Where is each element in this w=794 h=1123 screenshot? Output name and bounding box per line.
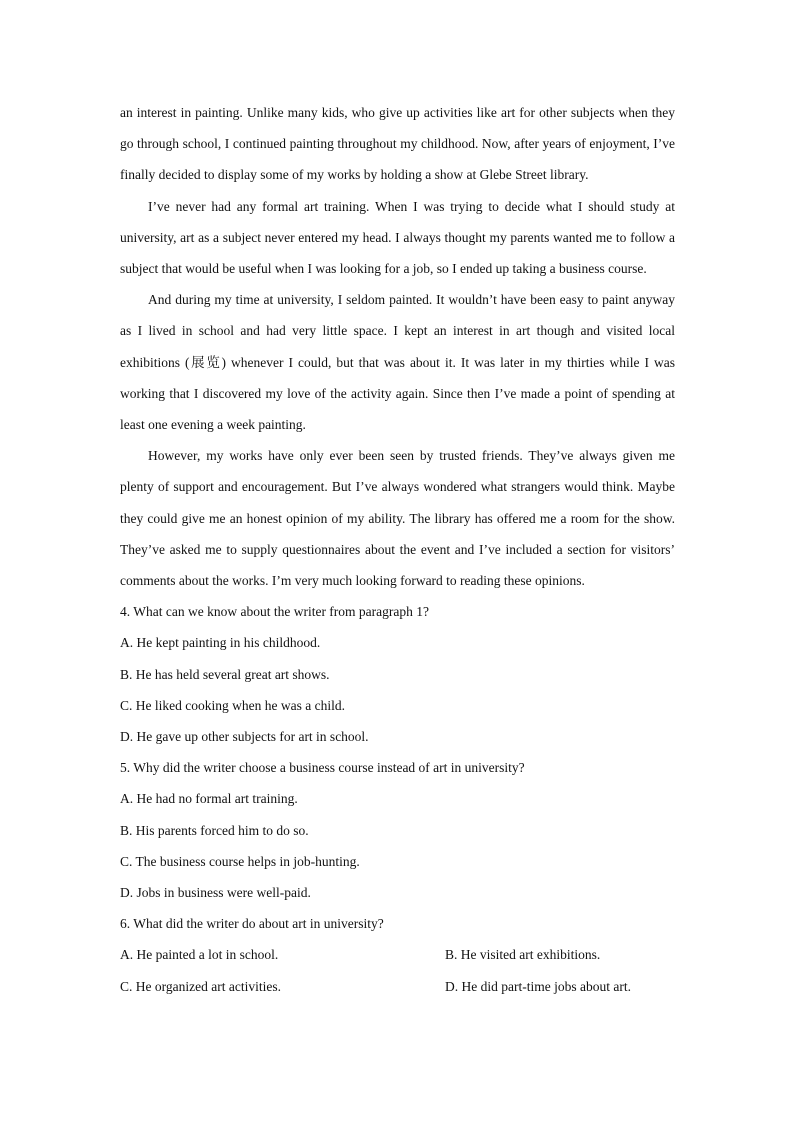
question-stem: 6. What did the writer do about art in university? [120, 916, 384, 932]
option-a: A. He kept painting in his childhood. [120, 635, 321, 651]
question-stem: 5. Why did the writer choose a business course instead of art in university? [120, 760, 525, 776]
option-b: B. He visited art exhibitions. [445, 947, 601, 963]
document-page [120, 97, 675, 1002]
option-c: C. The business course helps in job-hunting. [120, 853, 360, 869]
option-d: D. He did part-time jobs about art. [445, 978, 631, 994]
option-a: A. He had no formal art training. [120, 791, 298, 807]
passage-paragraph-4: However, my works have only ever been seen by trusted friends. They’ve always given me plenty of support and encouragement. But I’ve always wondered what strangers would think. Maybe they could give me an honest opinion of my ability. The library has offered me a room for the show. They’ve asked me to supply questionnaires about the event and I’ve included a section for visitors’ comments about the works. I’m very much looking forward to reading these opinions. [120, 448, 675, 589]
option-c: C. He liked cooking when he was a child. [120, 697, 345, 713]
option-row-ab [120, 939, 675, 970]
option-d: D. Jobs in business were well-paid. [120, 885, 311, 901]
option-b: B. He has held several great art shows. [120, 666, 330, 682]
question-4 [120, 596, 675, 752]
option-c: C. He organized art activities. [120, 978, 281, 994]
option-b: B. His parents forced him to do so. [120, 822, 309, 838]
option-row-cd [120, 971, 675, 1002]
passage-paragraph-1: an interest in painting. Unlike many kids, who give up activities like art for other subjects when they go through school, I continued painting throughout my childhood. Now, after years of enjoyment, I’ve finally decided to display some of my works by holding a show at Glebe Street library. [120, 105, 675, 183]
question-6 [120, 908, 675, 1002]
question-5 [120, 752, 675, 908]
passage-paragraph-2: I’ve never had any formal art training. When I was trying to decide what I should study at university, art as a subject never entered my head. I always thought my parents wanted me to follow a subject that would be useful when I was looking for a job, so I ended up taking a business course. [120, 198, 675, 277]
passage-paragraph-3: And during my time at university, I seldom painted. It wouldn’t have been easy to paint anyway as I lived in school and had very little space. I kept an interest in art though and visited local exhibitions (展览) whenever I could, but that was about it. It was later in my thirties while I was working that I discovered my love of the activity again. Since then I’ve made a point of spending at least one evening a week painting. [120, 292, 675, 433]
option-d: D. He gave up other subjects for art in school. [120, 729, 369, 745]
option-a: A. He painted a lot in school. [120, 947, 279, 963]
question-stem: 4. What can we know about the writer from paragraph 1? [120, 604, 430, 620]
